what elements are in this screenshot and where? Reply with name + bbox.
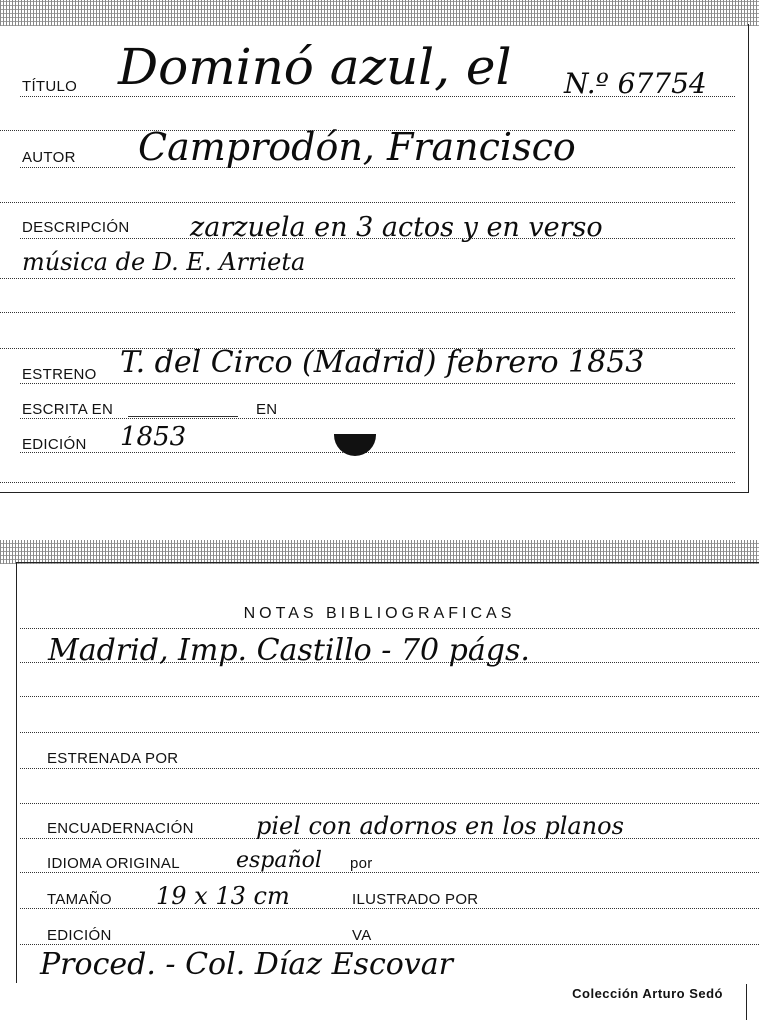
- label-estrenada-por: ESTRENADA POR: [47, 750, 179, 767]
- label-idioma-original: IDIOMA ORIGINAL: [47, 855, 180, 872]
- label-tamano: TAMAÑO: [47, 891, 112, 908]
- label-titulo: TÍTULO: [22, 78, 78, 95]
- rule: [20, 944, 759, 945]
- rule: [0, 278, 735, 279]
- label-en: EN: [256, 401, 278, 418]
- rule: [20, 908, 759, 909]
- label-por: por: [350, 855, 373, 872]
- rule: [20, 418, 735, 419]
- label-autor: AUTOR: [22, 149, 76, 166]
- handwritten-edition-year: 1853: [120, 422, 187, 452]
- handwritten-size: 19 x 13 cm: [156, 882, 290, 910]
- collection-credit: Colección Arturo Sedó: [572, 986, 723, 1001]
- rule: [20, 768, 759, 769]
- rule: [20, 803, 759, 804]
- label-edicion-2: EDICIÓN: [47, 927, 112, 944]
- label-ilustrado-por: ILUSTRADO POR: [352, 891, 479, 908]
- handwritten-language: español: [236, 848, 322, 873]
- handwritten-title: Dominó azul, el: [118, 38, 512, 96]
- rule: [20, 452, 735, 453]
- handwritten-catalog-number: N.º 67754: [564, 67, 707, 100]
- handwritten-description-line-2: música de D. E. Arrieta: [22, 248, 306, 276]
- handwritten-provenance: Proced. - Col. Díaz Escovar: [40, 947, 453, 982]
- rule: [20, 383, 735, 384]
- label-edicion: EDICIÓN: [22, 436, 87, 453]
- rule: [0, 202, 735, 203]
- rule: [0, 312, 735, 313]
- rule: [20, 872, 759, 873]
- rule: [20, 696, 759, 697]
- rule: [20, 628, 759, 629]
- handwritten-binding: piel con adornos en los planos: [256, 812, 624, 840]
- label-va: VA: [352, 927, 372, 944]
- rule: [0, 482, 735, 483]
- label-descripcion: DESCRIPCIÓN: [22, 219, 130, 236]
- handwritten-premiere: T. del Circo (Madrid) febrero 1853: [120, 345, 645, 380]
- escrita-en-underline: [128, 416, 238, 417]
- label-estreno: ESTRENO: [22, 366, 97, 383]
- notes-heading: NOTAS BIBLIOGRAFICAS: [243, 605, 516, 622]
- label-escrita-en: ESCRITA EN: [22, 401, 114, 418]
- right-edge-line: [746, 984, 747, 1020]
- label-encuadernacion: ENCUADERNACIÓN: [47, 820, 194, 837]
- card-2-frame: [16, 562, 759, 983]
- handwritten-description-line-1: zarzuela en 3 actos y en verso: [190, 212, 603, 243]
- handwritten-author: Camprodón, Francisco: [138, 125, 576, 169]
- handwritten-notes: Madrid, Imp. Castillo - 70 págs.: [48, 633, 530, 668]
- rule: [20, 732, 759, 733]
- scan-noise-top: [0, 0, 759, 26]
- scan-noise-middle: [0, 540, 759, 564]
